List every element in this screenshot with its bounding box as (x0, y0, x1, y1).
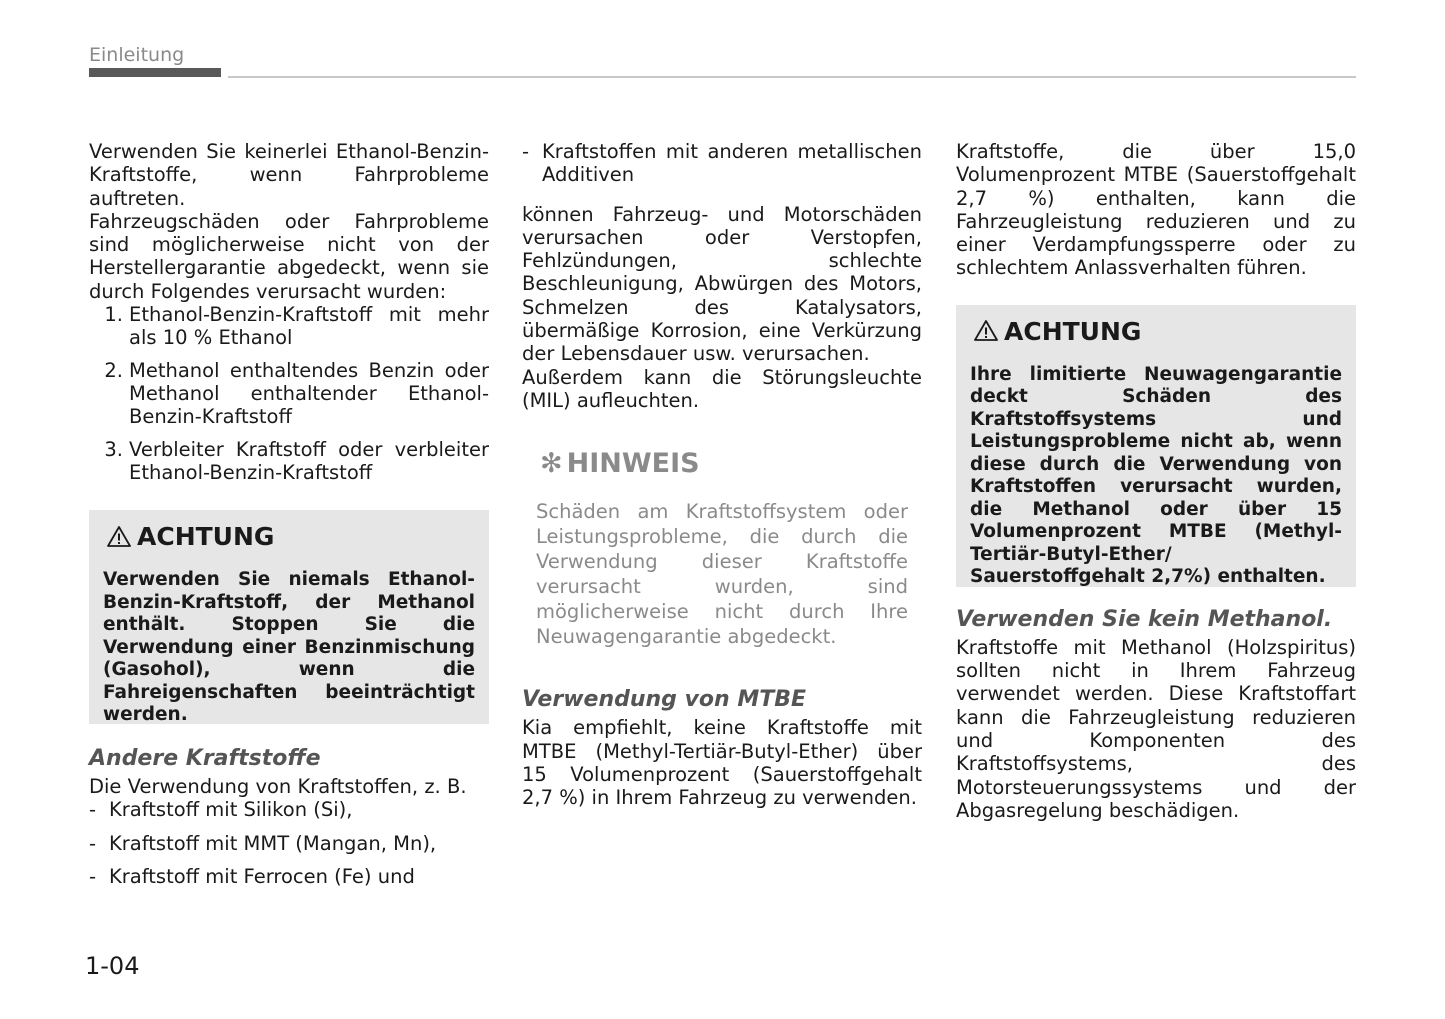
list-item-text: Kraftstoff mit Silikon (Si), (109, 798, 353, 822)
list-item (89, 438, 489, 485)
list-item-text: Kraftstoff mit MMT (Mangan, Mn), (109, 831, 437, 855)
list-item-text: Verbleiter Kraftstoff oder verbleiter Ethanol-Benzin-Kraftstoff (129, 437, 489, 484)
list-item (522, 140, 922, 187)
list-item (89, 865, 489, 888)
list-dash: - (522, 140, 530, 163)
list-dash: - (89, 865, 97, 889)
section-title-mtbe: Verwendung von MTBE (522, 687, 807, 713)
header-rule (228, 76, 1356, 78)
list-item (89, 303, 489, 350)
column-1 (89, 140, 489, 898)
list-item (89, 832, 489, 855)
damage-causes-list (89, 303, 489, 484)
column-3 (956, 140, 1356, 822)
asterisk-icon: ✻ (540, 448, 563, 480)
note-title-text: HINWEIS (566, 448, 700, 480)
intro-paragraph-2: Fahrzeugschäden oder Fahrprobleme sind möglicherweise nicht von der Herstellergarantie abgedeckt, wenn sie durch Folgendes verursacht wurden: (89, 209, 489, 303)
header-accent-bar (89, 68, 221, 77)
list-item-number: 2. (104, 358, 123, 382)
list-item-text: Kraftstoffen mit anderen metallischen Additiven (542, 140, 922, 187)
intro-paragraph-1: Verwenden Sie keinerlei Ethanol-Benzin-Kraftstoffe, wenn Fahrprobleme auftreten. (89, 140, 489, 210)
list-item-text: Kraftstoff mit Ferrocen (Fe) und (109, 865, 415, 889)
list-item (89, 359, 489, 429)
warning-title (974, 317, 1342, 346)
section-title-no-methanol: Verwenden Sie kein Methanol. (956, 606, 1333, 632)
list-item-number: 3. (104, 437, 123, 461)
warning-triangle-icon (974, 319, 998, 343)
mil-paragraph: Außerdem kann die Störungsleuchte (MIL) aufleuchten. (522, 365, 922, 412)
fuel-types-list-continued (522, 140, 922, 187)
section-intro: Die Verwendung von Kraftstoffen, z. B. (89, 775, 467, 799)
warning-box-ethanol (89, 510, 489, 724)
list-item-text: Ethanol-Benzin-Kraftstoff mit mehr als 10 % Ethanol (129, 303, 489, 350)
page-number: 1-04 (85, 952, 140, 980)
fuel-types-list (89, 798, 489, 888)
damage-paragraph: können Fahrzeug- und Motorschäden verursachen oder Verstopfen, Fehlzündungen, schlechte Beschleunigung, Abwürgen des Motors, Schmelzen des Katalysators, übermäßige Korrosion, eine Verkürzung der Lebensdauer usw. verursachen. (522, 202, 922, 366)
warning-triangle-icon (107, 525, 131, 549)
column-2 (522, 140, 922, 809)
note-box (522, 448, 922, 649)
warning-body: Verwenden Sie niemals Ethanol-Benzin-Kraftstoff, der Methanol enthält. Stoppen Sie die Verwendung einer Benzinmischung (Gasohol), wenn die Fahreigenschaften beeinträchtigt werden. (103, 569, 475, 726)
list-dash: - (89, 831, 97, 855)
section-title-other-fuels: Andere Kraftstoffe (89, 746, 321, 772)
list-item-number: 1. (104, 303, 123, 327)
warning-title-text: ACHTUNG (1004, 316, 1142, 346)
warning-box-warranty (956, 305, 1356, 587)
list-item (89, 798, 489, 821)
note-body: Schäden am Kraftstoffsystem oder Leistungsprobleme, die durch die Verwendung dieser Kraftstoffe verursacht wurden, sind möglicherweise nicht durch Ihre Neuwagengarantie abgedeckt. (536, 500, 908, 649)
warning-title-text: ACHTUNG (137, 522, 275, 552)
section-header-label: Einleitung (89, 44, 185, 66)
list-dash: - (89, 798, 97, 822)
warning-title (107, 522, 475, 551)
mtbe-paragraph: Kia empfiehlt, keine Kraftstoffe mit MTBE (Methyl-Tertiär-Butyl-Ether) über 15 Volumenprozent (Sauerstoffgehalt 2,7 %) in Ihrem Fahrzeug zu verwenden. (522, 716, 922, 810)
note-title (540, 448, 922, 479)
warning-body: Ihre limitierte Neuwagengarantie deckt Schäden des Kraftstoffsystems und Leistungsprobleme nicht ab, wenn diese durch die Verwendung von Kraftstoffen verursacht wurden, die Methanol oder über 15 Volumenprozent MTBE (Methyl-Tertiär-Butyl-Ether/ Sauerstoffgehalt 2,7%) enthalten. (970, 363, 1342, 588)
methanol-paragraph: Kraftstoffe mit Methanol (Holzspiritus) sollten nicht in Ihrem Fahrzeug verwendet werden. Diese Kraftstoffart kann die Fahrzeugleistung reduzieren und Komponenten des Kraftstoffsystems, des Motorsteuerungssystems und der Abgasregelung beschädigen. (956, 635, 1356, 822)
mtbe-effects-paragraph: Kraftstoffe, die über 15,0 Volumenprozent MTBE (Sauerstoffgehalt 2,7 %) enthalten, kann die Fahrzeugleistung reduzieren und zu einer Verdampfungssperre oder zu schlechtem Anlassverhalten führen. (956, 140, 1356, 280)
list-item-text: Methanol enthaltendes Benzin oder Methanol enthaltender Ethanol-Benzin-Kraftstoff (129, 358, 489, 429)
